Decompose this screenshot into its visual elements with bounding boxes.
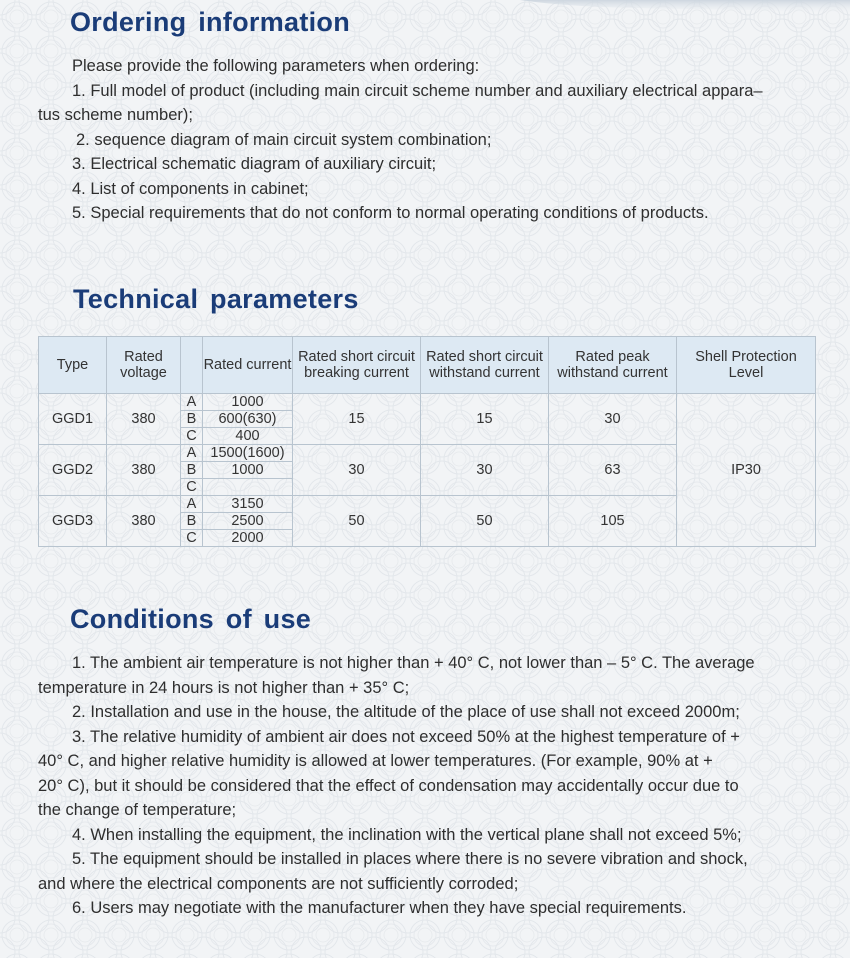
- cell-protection-level: IP30: [677, 394, 816, 547]
- cell-current: [203, 479, 293, 496]
- conditions-line: 1. The ambient air temperature is not higher than + 40° C, not lower than – 5° C. The average: [72, 654, 755, 672]
- technical-title: Technical parameters: [73, 284, 359, 314]
- cell-letter: A: [181, 496, 203, 513]
- header-type: Type: [39, 337, 107, 394]
- cell-withstand: 30: [421, 445, 549, 496]
- cell-peak: 63: [549, 445, 677, 496]
- cell-current: 400: [203, 428, 293, 445]
- cell-type: GGD3: [39, 496, 107, 547]
- cell-withstand: 15: [421, 394, 549, 445]
- cell-voltage: 380: [107, 496, 181, 547]
- header-withstand-current: Rated short circuit withstand current: [421, 337, 549, 394]
- cell-current: 2500: [203, 513, 293, 530]
- cell-letter: B: [181, 462, 203, 479]
- conditions-line: 40° C, and higher relative humidity is allowed at lower temperatures. (For example, 90% at +: [38, 752, 713, 770]
- table-row: [39, 394, 816, 411]
- conditions-title: Conditions of use: [70, 604, 312, 634]
- conditions-line: 5. The equipment should be installed in places where there is no severe vibration and shock,: [72, 850, 748, 868]
- conditions-line: 2. Installation and use in the house, the altitude of the place of use shall not exceed 2000m;: [72, 703, 740, 721]
- ordering-line: 1. Full model of product (including main circuit scheme number and auxiliary electrical appara–: [72, 81, 763, 100]
- cell-letter: C: [181, 428, 203, 445]
- header-rated-voltage: Rated voltage: [107, 337, 181, 394]
- ordering-title: Ordering information: [70, 7, 350, 37]
- ordering-line: 5. Special requirements that do not conform to normal operating conditions of products.: [72, 204, 709, 222]
- cell-current: 600(630): [203, 411, 293, 428]
- cell-type: GGD2: [39, 445, 107, 496]
- cell-letter: B: [181, 513, 203, 530]
- cell-current: 3150: [203, 496, 293, 513]
- cell-letter: A: [181, 445, 203, 462]
- conditions-line: and where the electrical components are not sufficiently corroded;: [38, 874, 519, 893]
- header-breaking-current: Rated short circuit breaking current: [293, 337, 421, 394]
- cell-peak: 105: [549, 496, 677, 547]
- cell-peak: 30: [549, 394, 677, 445]
- conditions-line: temperature in 24 hours is not higher than + 35° C;: [38, 678, 410, 697]
- cell-breaking: 15: [293, 394, 421, 445]
- ordering-line: tus scheme number);: [38, 106, 193, 124]
- cell-voltage: 380: [107, 394, 181, 445]
- header-peak-current: Rated peak withstand current: [549, 337, 677, 394]
- cell-current: 2000: [203, 530, 293, 547]
- conditions-line: 3. The relative humidity of ambient air does not exceed 50% at the highest temperature of +: [72, 727, 740, 746]
- cell-letter: A: [181, 394, 203, 411]
- cell-current: 1000: [203, 462, 293, 479]
- conditions-text: [38, 651, 818, 921]
- header-letter-blank: [181, 337, 203, 394]
- cell-letter: B: [181, 411, 203, 428]
- cell-letter: C: [181, 530, 203, 547]
- cell-voltage: 380: [107, 445, 181, 496]
- cell-withstand: 50: [421, 496, 549, 547]
- ordering-line: 3. Electrical schematic diagram of auxiliary circuit;: [72, 155, 437, 173]
- cell-current: 1000: [203, 394, 293, 411]
- cell-breaking: 50: [293, 496, 421, 547]
- ordering-line: Please provide the following parameters when ordering:: [72, 57, 480, 75]
- ordering-line: 2. sequence diagram of main circuit system combination;: [76, 130, 492, 149]
- conditions-line: 6. Users may negotiate with the manufacturer when they have special requirements.: [72, 899, 687, 917]
- header-protection-level: Shell Protection Level: [677, 337, 816, 394]
- header-rated-current: Rated current: [203, 337, 293, 394]
- conditions-line: 4. When installing the equipment, the inclination with the vertical plane shall not exceed 5%;: [72, 825, 742, 844]
- cell-letter: C: [181, 479, 203, 496]
- cell-breaking: 30: [293, 445, 421, 496]
- cell-current: 1500(1600): [203, 445, 293, 462]
- table-header-row: [39, 337, 816, 394]
- ordering-text: [38, 54, 828, 226]
- cell-type: GGD1: [39, 394, 107, 445]
- conditions-line: the change of temperature;: [38, 801, 237, 819]
- technical-parameters-table: [38, 336, 816, 547]
- conditions-line: 20° C), but it should be considered that the effect of condensation may accidentally occur due to: [38, 776, 739, 795]
- ordering-line: 4. List of components in cabinet;: [72, 179, 309, 198]
